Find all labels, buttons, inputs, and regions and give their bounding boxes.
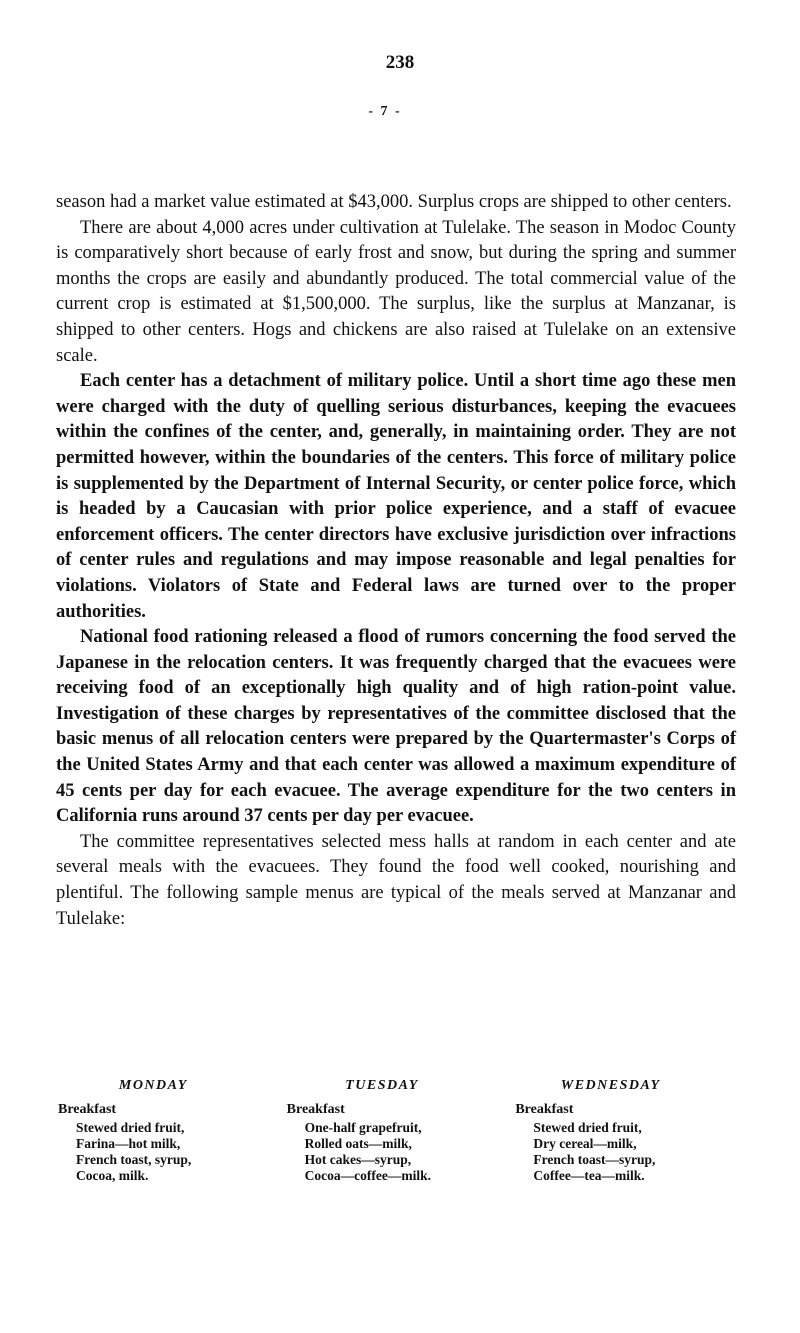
menu-item: Stewed dried fruit,: [76, 1120, 185, 1135]
body-text: [56, 190, 736, 932]
menu-day-heading: TUESDAY: [345, 1078, 419, 1093]
menu-item: Rolled oats—milk,: [304, 1136, 412, 1151]
menu-item: Farina—hot milk,: [76, 1136, 181, 1151]
menu-meal-heading: Breakfast: [286, 1102, 345, 1117]
menu-meal-heading: Breakfast: [515, 1102, 574, 1117]
menu-item: Stewed dried fruit,: [533, 1120, 642, 1135]
paragraph-continuation: season had a market value estimated at $43,000. Surplus crops are shipped to other centers.: [56, 192, 732, 212]
paragraph-military-police: Each center has a detachment of military police. Until a short time ago these men were charged with the duty of quelling serious disturbances, keeping the evacuees within the confines of the center, and, generally, in maintaining order. They are not permitted however, within the boundaries of the centers. This force of military police is supplemented by the Department of Internal Security, or center police force, which is headed by a Caucasian with prior police experience, and a staff of evacuee enforcement officers. The center directors have exclusive jurisdiction over infractions of center rules and regulations and may impose reasonable and legal penalties for violations. Violators of State and Federal laws are turned over to the proper authorities.: [56, 371, 736, 622]
menu-item-list: [58, 1120, 279, 1184]
page-mark: - 7 -: [368, 104, 402, 119]
sample-menus: [56, 1078, 736, 1184]
menu-meal-heading: Breakfast: [58, 1102, 117, 1117]
menu-item: Cocoa, milk.: [76, 1168, 149, 1183]
menu-wednesday: [507, 1078, 736, 1184]
menu-day-heading: MONDAY: [118, 1078, 188, 1093]
paragraph-food-rationing: National food rationing released a flood of rumors concerning the food served the Japanese in the relocation centers. It was frequently charged that the evacuees were receiving food of an exceptionally high quality and of high ration-point value. Investigation of these charges by representatives of the committee disclosed that the basic menus of all relocation centers were prepared by the Quartermaster's Corps of the United States Army and that each center was allowed a maximum expenditure of 45 cents per day for each evacuee. The average expenditure for the two centers in California runs around 37 cents per day per evacuee.: [56, 627, 736, 827]
menu-item: Hot cakes—syrup,: [304, 1152, 412, 1167]
menu-item-list: [515, 1120, 736, 1184]
paragraph-tulelake-cultivation: There are about 4,000 acres under cultivation at Tulelake. The season in Modoc County is comparatively short because of early frost and snow, but during the spring and summer months the crops are easily and abundantly produced. The total commercial value of the current crop is estimated at $1,500,000. The surplus, like the surplus at Manzanar, is shipped to other centers. Hogs and chickens are also raised at Tulelake on an extensive scale.: [56, 217, 736, 366]
menu-item: Coffee—tea—milk.: [533, 1168, 645, 1183]
menu-item-list: [287, 1120, 508, 1184]
menu-item: French toast, syrup,: [76, 1152, 192, 1167]
menu-item: One-half grapefruit,: [304, 1120, 422, 1135]
page-number: 238: [385, 52, 415, 73]
menu-monday: [56, 1078, 279, 1184]
menu-tuesday: [279, 1078, 508, 1184]
menu-day-heading: WEDNESDAY: [560, 1078, 661, 1093]
menu-item: Dry cereal—milk,: [533, 1136, 637, 1151]
paragraph-sample-menus: The committee representatives selected mess halls at random in each center and ate several meals with the evacuees. They found the food well cooked, nourishing and plentiful. The following sample menus are typical of the meals served at Manzanar and Tulelake:: [56, 831, 736, 929]
menu-item: Cocoa—coffee—milk.: [304, 1168, 432, 1183]
menu-item: French toast—syrup,: [533, 1152, 656, 1167]
